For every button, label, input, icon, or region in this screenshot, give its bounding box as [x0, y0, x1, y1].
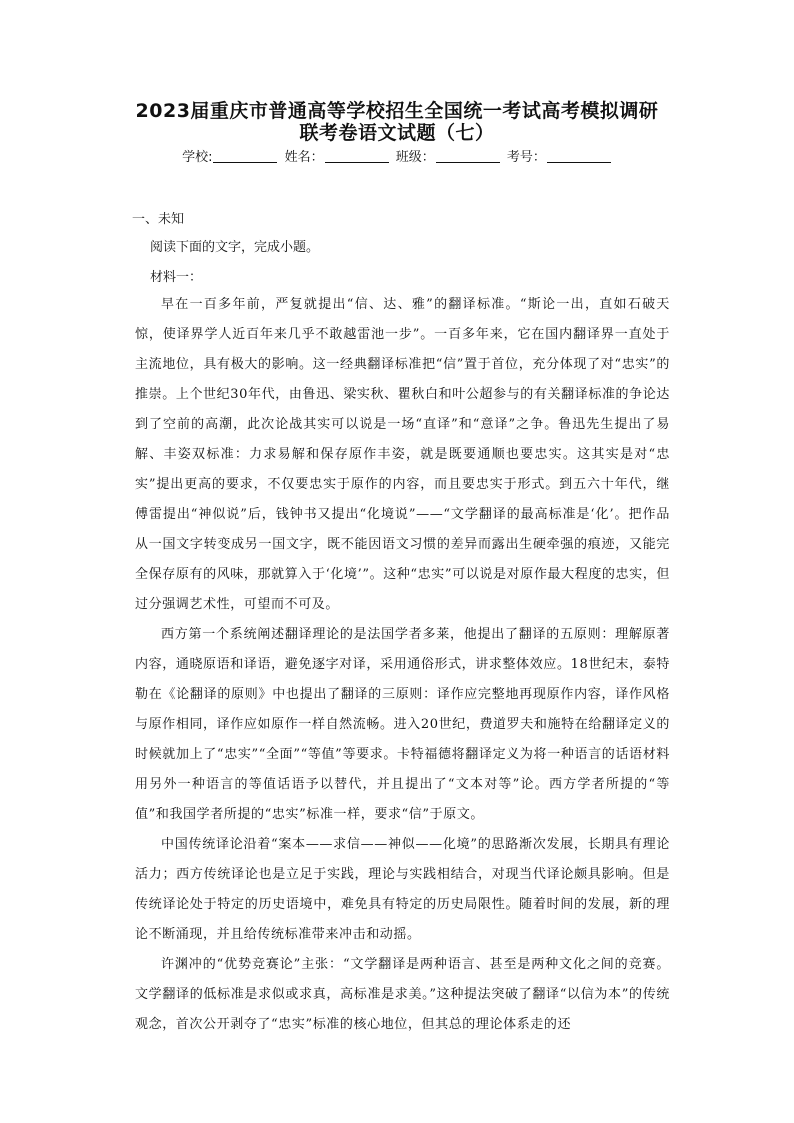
paragraph-2: 西方第一个系统阐述翻译理论的是法国学者多莱，他提出了翻译的五原则：理解原著内容，通晓原语和译语，避免逐字对译，采用通俗形式，讲求整体效应。18世纪末，泰特勒在《论翻译的原则》中也提出了翻译的三原则：译作应完整地再现原作内容，译作风格与原作相同，译作应如原作一样自然流畅。进入20世纪，费道罗夫和施特在给翻译定义的时候就加上了“忠实”“全面”“等值”等要求。卡特福德将翻译定义为将一种语言的话语材料用另外一种语言的等值话语予以替代，并且提出了“文本对等”论。西方学者所提的“等值”和我国学者所提的“忠实”标准一样，要求“信”于原文。: [135, 627, 670, 822]
class-label: 班级：: [395, 150, 435, 165]
class-blank[interactable]: [436, 149, 500, 163]
school-blank[interactable]: [213, 149, 277, 163]
passage-body: [135, 290, 670, 1040]
paragraph-4: 许渊冲的“优势竞赛论”主张：“文学翻译是两种语言、甚至是两种文化之间的竞赛。文学翻译的低标准是求似或求真，高标准是求美。”这种提法突破了翻译“以信为本”的传统观念，首次公开剥夺了“忠实”标准的核心地位，但其总的理论体系走的还: [135, 957, 670, 1032]
exam-number-blank[interactable]: [547, 149, 611, 163]
paragraph-3: 中国传统译论沿着“案本——求信——神似——化境”的思路渐次发展，长期具有理论活力；西方传统译论也是立足于实践，理论与实践相结合，对现当代译论颇具影响。但是传统译论处于特定的历史语境中，难免具有特定的历史局限性。随着时间的发展，新的理论不断涌现，并且给传统标准带来冲击和动摇。: [135, 837, 670, 942]
section-heading: 一、未知: [132, 212, 185, 227]
exam-title-line-1: 2023届重庆市普通高等学校招生全国统一考试高考模拟调研: [135, 100, 659, 122]
instruction-text: 阅读下面的文字，完成小题。: [150, 240, 320, 255]
school-label: 学校:: [182, 150, 213, 165]
name-blank[interactable]: [325, 149, 389, 163]
exam-number-label: 考号：: [506, 150, 546, 165]
name-label: 姓名：: [284, 150, 324, 165]
paragraph-1: 早在一百多年前，严复就提出“信、达、雅”的翻译标准。“斯论一出，直如石破天惊，使译界学人近百年来几乎不敢越雷池一步”。一百多年来，它在国内翻译界一直处于主流地位，具有极大的影响。这一经典翻译标准把“信”置于首位，充分体现了对“忠实”的推崇。上个世纪30年代，由鲁迅、梁实秋、瞿秋白和叶公超参与的有关翻译标准的争论达到了空前的高潮，此次论战其实可以说是一场“直译”和“意译”之争。鲁迅先生提出了易解、丰姿双标准：力求易解和保存原作丰姿，就是既要通顺也要忠实。这其实是对“忠实”提出更高的要求，不仅要忠实于原作的内容，而且要忠实于形式。到五六十年代，继傅雷提出“神似说”后，钱钟书又提出“化境说”——“文学翻译的最高标准是‘化’。把作品从一国文字转变成另一国文字，既不能因语文习惯的差异而露出生硬牵强的痕迹，又能完全保存原有的风味，那就算入于‘化境’”。这种“忠实”可以说是对原作最大程度的忠实，但过分强调艺术性，可望而不可及。: [135, 297, 670, 612]
student-info-fields: [60, 146, 734, 165]
exam-title-line-2: 联考卷语文试题（七）: [299, 122, 495, 144]
material-label: 材料一：: [150, 270, 203, 285]
